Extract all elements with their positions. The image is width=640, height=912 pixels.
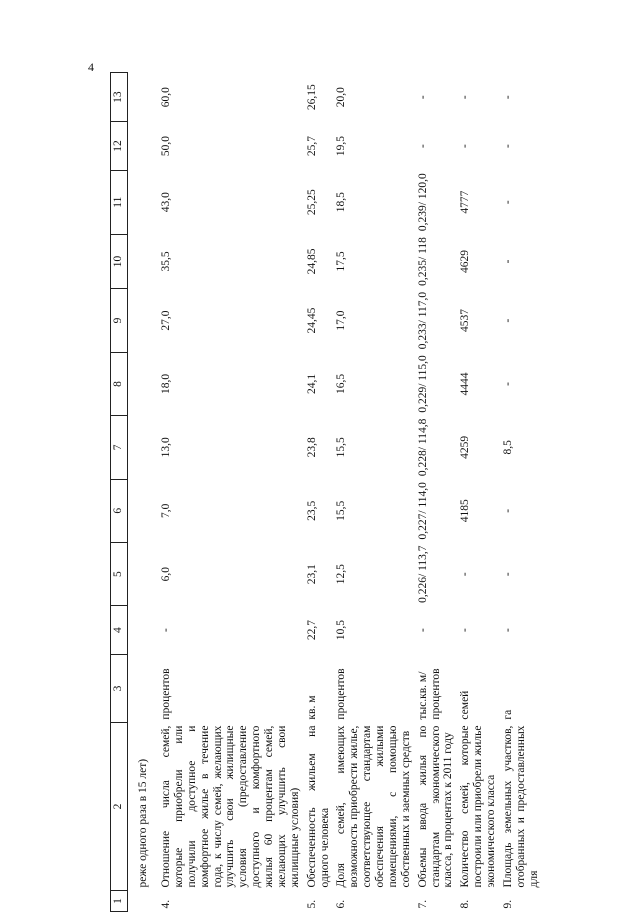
value-cell: -	[501, 628, 514, 633]
unit-cell: процентов	[335, 668, 348, 720]
value-cell: 35,5	[160, 251, 172, 272]
value-cell: 0,226/ 113,7	[416, 545, 429, 603]
value-cell: 0,228/ 114,8	[416, 418, 429, 477]
header-cell: 10	[111, 234, 128, 289]
header-cell: 2	[111, 723, 128, 891]
header-cell: 6	[111, 479, 128, 542]
header-cell: 5	[111, 542, 128, 605]
value-cell: -	[160, 628, 172, 633]
table-row	[158, 73, 304, 912]
value-cell: -	[459, 628, 472, 633]
value-cell: 4777	[459, 190, 472, 214]
value-cell: 17,0	[335, 310, 348, 331]
value-cell: 0,235/ 118	[416, 237, 429, 286]
row-number: 6.	[335, 899, 348, 909]
value-cell: 4629	[459, 249, 472, 273]
value-cell: -	[501, 318, 514, 323]
header-cell: 9	[111, 289, 128, 352]
unit-cell: га	[501, 709, 514, 720]
value-cell: 4259	[459, 435, 472, 459]
value-cell: -	[459, 572, 472, 577]
value-cell: -	[416, 144, 429, 148]
header-cell: 11	[111, 170, 128, 234]
value-cell: 23,5	[305, 500, 318, 521]
value-cell: -	[501, 508, 514, 513]
indicator-name: Количество семей, которые построили или приобрели жилье экономического класса	[459, 725, 497, 888]
row-number: 8.	[459, 899, 472, 909]
table-row	[500, 73, 543, 912]
table-row	[415, 73, 458, 912]
row-number: 5.	[305, 899, 318, 909]
rotated-table-container	[110, 72, 565, 912]
header-cell: 8	[111, 352, 128, 415]
value-cell: 4537	[459, 309, 472, 333]
value-cell: -	[501, 95, 514, 100]
page-number: 4	[88, 60, 94, 74]
value-cell: -	[416, 628, 429, 633]
value-cell: 24,1	[305, 373, 318, 395]
continuation-text: реже одного раза в 15 лет)	[136, 758, 149, 888]
value-cell: 0,227/ 114,0	[416, 482, 429, 540]
value-cell: 43,0	[160, 192, 172, 213]
unit-cell: тыс.кв. м/ процентов	[416, 668, 442, 720]
value-cell: 18,0	[160, 373, 172, 395]
value-cell: -	[459, 144, 472, 148]
value-cell: 17,5	[335, 251, 348, 272]
value-cell: 26,15	[305, 84, 318, 111]
value-cell: 16,5	[335, 373, 348, 395]
table-row	[304, 73, 334, 912]
continuation-row	[128, 73, 159, 912]
value-cell: 25,7	[305, 135, 318, 157]
indicator-name: Площадь земельных участков, отобранных и предоставленных для	[501, 725, 540, 888]
value-cell: 7,0	[160, 503, 172, 518]
table-row	[457, 73, 500, 912]
indicator-name: Доля семей, имеющих возможность приобрести жилье, соответствующее стандартам обеспечения жилыми помещениями, с помощью собственных и заемных средств	[335, 725, 412, 888]
indicator-name: Отношение числа семей, которые приобрели или получили доступное и комфортное жилье в течение года, к числу семей, желающих улучшить свои жилищные условия (предоставление доступного и комфортного жилья 60 процентам семей, желающих улучшить свои жилищные условия)	[160, 725, 301, 888]
indicators-table	[110, 72, 543, 912]
value-cell: 6,0	[160, 566, 172, 582]
value-cell: 0,239/ 120,0	[416, 173, 429, 232]
value-cell: 24,85	[305, 248, 318, 275]
unit-cell: кв. м	[305, 695, 318, 720]
value-cell: 4185	[459, 499, 472, 523]
indicator-name: Обеспеченность жильем на одного человека	[305, 725, 331, 888]
value-cell: 12,5	[335, 564, 348, 585]
header-cell: 12	[111, 122, 128, 170]
value-cell: 10,5	[335, 620, 348, 641]
row-number: 9.	[501, 899, 514, 909]
value-cell: 27,0	[160, 310, 172, 331]
header-row	[111, 73, 128, 912]
indicator-name: Объемы ввода жилья по стандартам экономического класса, в процентах к 2011 году	[416, 725, 455, 888]
header-cell: 13	[111, 73, 128, 122]
row-number: 4.	[160, 899, 172, 909]
value-cell: 50,0	[160, 135, 172, 157]
header-cell: 3	[111, 654, 128, 722]
value-cell: 25,25	[305, 189, 318, 216]
value-cell: 0,233/ 117,0	[416, 291, 429, 350]
header-cell: 4	[111, 606, 128, 654]
value-cell: -	[501, 259, 514, 264]
value-cell: 15,5	[335, 500, 348, 521]
value-cell: -	[501, 572, 514, 577]
value-cell: 19,5	[335, 135, 348, 157]
value-cell: 20,0	[335, 87, 348, 108]
value-cell: 18,5	[335, 192, 348, 213]
table-row	[333, 73, 414, 912]
value-cell: 0,229/ 115,0	[416, 355, 429, 413]
value-cell: -	[416, 95, 429, 100]
value-cell: -	[459, 95, 472, 100]
value-cell: -	[501, 200, 514, 205]
value-cell: 22,7	[305, 620, 318, 641]
unit-cell: семей	[459, 690, 472, 720]
unit-cell: процентов	[160, 668, 172, 720]
row-number: 7.	[416, 899, 429, 909]
value-cell: -	[501, 144, 514, 148]
value-cell: 23,1	[305, 564, 318, 585]
value-cell: 23,8	[305, 437, 318, 458]
value-cell: 24,45	[305, 307, 318, 334]
value-cell: -	[501, 382, 514, 386]
value-cell: 60,0	[160, 87, 172, 108]
value-cell: 8,5	[501, 440, 514, 455]
header-cell: 1	[111, 891, 128, 912]
header-cell: 7	[111, 416, 128, 479]
value-cell: 15,5	[335, 437, 348, 458]
value-cell: 4444	[459, 372, 472, 396]
value-cell: 13,0	[160, 437, 172, 458]
